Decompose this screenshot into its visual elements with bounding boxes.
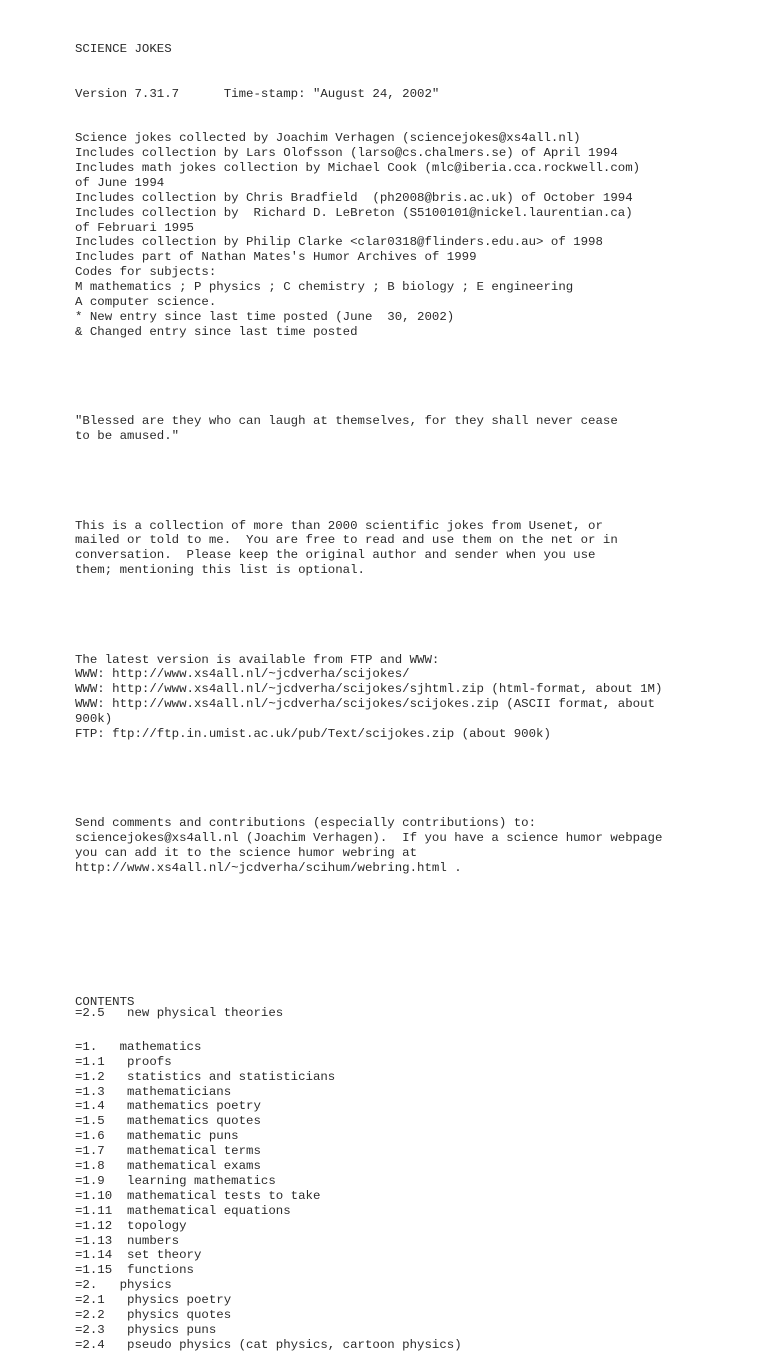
text-line: Science jokes collected by Joachim Verhagen (sciencejokes@xs4all.nl): [75, 131, 581, 146]
text-line: of Februari 1995: [75, 220, 194, 235]
text-line: Includes collection by Richard D. LeBreton (S5100101@nickel.laurentian.ca): [75, 205, 633, 220]
contents-entry: =1. mathematics: [75, 1039, 202, 1054]
contents-entry: =2.3 physics puns: [75, 1322, 217, 1337]
document-page: [75, 12, 755, 1368]
intro-paragraph: [75, 519, 755, 579]
text-line: WWW: http://www.xs4all.nl/~jcdverha/scijokes/scijokes.zip (ASCII format, about: [75, 697, 655, 712]
contents-entry: =2.4 pseudo physics (cat physics, cartoon physics): [75, 1337, 462, 1352]
contents-entry: =1.13 numbers: [75, 1233, 180, 1248]
contents-entry: =1.5 mathematics quotes: [75, 1114, 261, 1129]
text-line: http://www.xs4all.nl/~jcdverha/scihum/webring.html .: [75, 861, 462, 876]
contact-block: [75, 816, 755, 876]
contents-entry: =1.3 mathematicians: [75, 1084, 232, 1099]
contents-entry: =1.1 proofs: [75, 1054, 172, 1069]
version-line: Version 7.31.7 Time-stamp: "August 24, 2002": [75, 86, 440, 101]
text-line: & Changed entry since last time posted: [75, 324, 358, 339]
text-line: Send comments and contributions (especially contributions) to:: [75, 816, 537, 831]
text-line: to be amused.": [75, 429, 180, 444]
text-line: This is a collection of more than 2000 scientific jokes from Usenet, or: [75, 518, 603, 533]
contents-entry: =1.6 mathematic puns: [75, 1129, 239, 1144]
document-title: SCIENCE JOKES: [75, 41, 172, 56]
contents-entry: =1.8 mathematical exams: [75, 1159, 261, 1174]
text-line: of June 1994: [75, 175, 165, 190]
text-line: them; mentioning this list is optional.: [75, 563, 365, 578]
text-line: Codes for subjects:: [75, 265, 217, 280]
text-line: FTP: ftp://ftp.in.umist.ac.uk/pub/Text/scijokes.zip (about 900k): [75, 727, 551, 742]
text-line: The latest version is available from FTP and WWW:: [75, 652, 440, 667]
text-line: 900k): [75, 712, 113, 727]
text-line: Includes math jokes collection by Michael Cook (mlc@iberia.cca.rockwell.com): [75, 161, 641, 175]
contents-entry: =1.7 mathematical terms: [75, 1144, 261, 1159]
contents-list: [75, 1040, 755, 1353]
text-line: * New entry since last time posted (June 30, 2002): [75, 309, 455, 324]
text-line: WWW: http://www.xs4all.nl/~jcdverha/scijokes/sjhtml.zip (html-format, about 1M): [75, 682, 663, 697]
contents-entry: =2.2 physics quotes: [75, 1307, 232, 1322]
contents-entry: =1.12 topology: [75, 1218, 187, 1233]
text-line: A computer science.: [75, 295, 217, 310]
contents-entry: =2. physics: [75, 1278, 172, 1293]
text-line: Includes collection by Chris Bradfield (ph2008@bris.ac.uk) of October 1994: [75, 190, 633, 205]
text-line: you can add it to the science humor webring at: [75, 846, 418, 861]
text-line: M mathematics ; P physics ; C chemistry ; B biology ; E engineering: [75, 280, 574, 295]
text-line: conversation. Please keep the original author and sender when you use: [75, 548, 596, 563]
contents-entry: =1.9 learning mathematics: [75, 1173, 276, 1188]
text-line: mailed or told to me. You are free to read and use them on the net or in: [75, 533, 618, 548]
quote-block: [75, 414, 755, 444]
header-lines: [75, 131, 755, 339]
contents-heading: CONTENTS: [75, 995, 135, 1010]
text-line: Includes collection by Lars Olofsson (larso@cs.chalmers.se) of April 1994: [75, 146, 618, 161]
availability-block: [75, 653, 755, 742]
contents-entry: =2.1 physics poetry: [75, 1293, 232, 1308]
text-line: Includes part of Nathan Mates's Humor Archives of 1999: [75, 250, 477, 265]
text-line: WWW: http://www.xs4all.nl/~jcdverha/scijokes/: [75, 667, 410, 682]
text-line: "Blessed are they who can laugh at themselves, for they shall never cease: [75, 414, 618, 429]
contents-entry-next-page: =2.5 new physical theories: [75, 1006, 284, 1020]
contents-entry: =1.15 functions: [75, 1263, 194, 1278]
contents-entry: =1.10 mathematical tests to take: [75, 1188, 321, 1203]
contents-entry: =1.4 mathematics poetry: [75, 1099, 261, 1114]
contents-entry: =1.14 set theory: [75, 1248, 202, 1263]
contents-entry: =1.11 mathematical equations: [75, 1203, 291, 1218]
text-line: sciencejokes@xs4all.nl (Joachim Verhagen). If you have a science humor webpage: [75, 831, 663, 846]
text-line: Includes collection by Philip Clarke <clar0318@flinders.edu.au> of 1998: [75, 235, 603, 250]
contents-entry: =1.2 statistics and statisticians: [75, 1069, 336, 1084]
